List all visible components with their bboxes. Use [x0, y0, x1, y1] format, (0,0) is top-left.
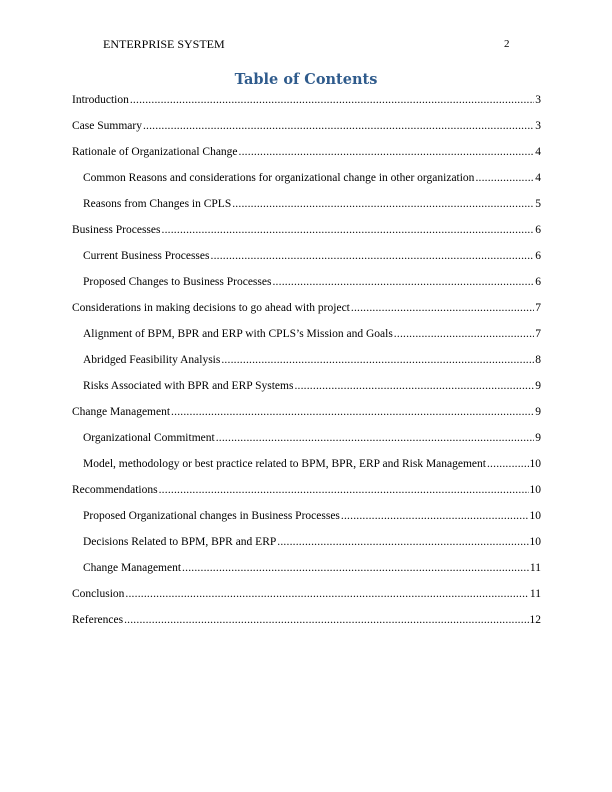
toc-entry[interactable] — [72, 269, 541, 295]
dot-leader — [143, 113, 534, 139]
toc-entry[interactable] — [72, 399, 541, 425]
toc-entry[interactable] — [72, 217, 541, 243]
dot-leader — [124, 607, 528, 633]
dot-leader — [394, 321, 534, 347]
dot-leader — [211, 243, 535, 269]
toc-entry-label: Alignment of BPM, BPR and ERP with CPLS’s Mission and Goals — [83, 328, 393, 340]
toc-entry-page: 9 — [535, 432, 541, 444]
dot-leader — [239, 139, 535, 165]
table-of-contents — [72, 87, 541, 633]
toc-entry-label: Model, methodology or best practice related to BPM, BPR, ERP and Risk Management — [83, 458, 486, 470]
toc-entry-label: Introduction — [72, 94, 129, 106]
toc-entry[interactable] — [72, 477, 541, 503]
toc-entry-page: 3 — [535, 120, 541, 132]
toc-entry[interactable] — [72, 139, 541, 165]
toc-entry-label: Reasons from Changes in CPLS — [83, 198, 232, 210]
toc-entry-page: 6 — [535, 276, 541, 288]
toc-entry-page: 9 — [535, 380, 541, 392]
toc-entry-label: Considerations in making decisions to go ahead with project — [72, 302, 350, 314]
toc-entry-page: 11 — [529, 562, 541, 574]
dot-leader — [171, 399, 534, 425]
toc-entry[interactable] — [72, 295, 541, 321]
dot-leader — [475, 165, 534, 191]
toc-entry-label: Change Management — [83, 562, 182, 574]
toc-entry-label: Decisions Related to BPM, BPR and ERP — [83, 536, 277, 548]
dot-leader — [221, 347, 534, 373]
toc-entry[interactable] — [72, 165, 541, 191]
dot-leader — [182, 555, 529, 581]
toc-entry[interactable] — [72, 425, 541, 451]
toc-entry-page: 10 — [529, 510, 541, 522]
toc-entry-label: Recommendations — [72, 484, 158, 496]
toc-entry-page: 8 — [535, 354, 541, 366]
toc-entry-page: 12 — [529, 614, 541, 626]
toc-entry-label: Proposed Organizational changes in Business Processes — [83, 510, 340, 522]
toc-entry-page: 10 — [529, 458, 541, 470]
dot-leader — [341, 503, 529, 529]
dot-leader — [159, 477, 529, 503]
toc-entry-label: References — [72, 614, 124, 626]
toc-entry-page: 10 — [529, 484, 541, 496]
toc-entry[interactable] — [72, 503, 541, 529]
toc-entry[interactable] — [72, 87, 541, 113]
dot-leader — [125, 581, 529, 607]
toc-entry[interactable] — [72, 243, 541, 269]
dot-leader — [294, 373, 534, 399]
toc-entry-label: Proposed Changes to Business Processes — [83, 276, 272, 288]
toc-entry[interactable] — [72, 191, 541, 217]
toc-entry[interactable] — [72, 555, 541, 581]
toc-entry-label: Rationale of Organizational Change — [72, 146, 238, 158]
toc-entry-page: 7 — [535, 328, 541, 340]
toc-entry[interactable] — [72, 451, 541, 477]
toc-entry-label: Case Summary — [72, 120, 142, 132]
toc-entry-label: Change Management — [72, 406, 171, 418]
toc-entry[interactable] — [72, 113, 541, 139]
toc-entry-page: 9 — [535, 406, 541, 418]
dot-leader — [277, 529, 528, 555]
running-header: ENTERPRISE SYSTEM — [103, 37, 225, 51]
dot-leader — [232, 191, 534, 217]
dot-leader — [216, 425, 535, 451]
dot-leader — [162, 217, 535, 243]
toc-entry-page: 4 — [535, 146, 541, 158]
toc-entry-page: 3 — [535, 94, 541, 106]
dot-leader — [272, 269, 534, 295]
toc-entry-page: 11 — [529, 588, 541, 600]
toc-entry-label: Conclusion — [72, 588, 125, 600]
toc-entry-label: Current Business Processes — [83, 250, 210, 262]
toc-entry-page: 4 — [535, 172, 541, 184]
toc-entry-page: 6 — [535, 250, 541, 262]
toc-entry[interactable] — [72, 347, 541, 373]
toc-entry-page: 6 — [535, 224, 541, 236]
toc-entry-label: Organizational Commitment — [83, 432, 215, 444]
toc-entry-page: 7 — [535, 302, 541, 314]
toc-entry-label: Risks Associated with BPR and ERP Systems — [83, 380, 294, 392]
toc-entry[interactable] — [72, 581, 541, 607]
toc-entry[interactable] — [72, 373, 541, 399]
toc-entry-label: Business Processes — [72, 224, 161, 236]
toc-entry[interactable] — [72, 321, 541, 347]
dot-leader — [487, 451, 529, 477]
toc-entry[interactable] — [72, 607, 541, 633]
toc-heading: Table of Contents — [234, 71, 378, 88]
page-number: 2 — [504, 38, 510, 50]
toc-entry-page: 5 — [535, 198, 541, 210]
toc-entry[interactable] — [72, 529, 541, 555]
toc-entry-label: Common Reasons and considerations for organizational change in other organization — [83, 172, 475, 184]
dot-leader — [351, 295, 534, 321]
dot-leader — [130, 87, 534, 113]
toc-entry-page: 10 — [529, 536, 541, 548]
toc-entry-label: Abridged Feasibility Analysis — [83, 354, 221, 366]
